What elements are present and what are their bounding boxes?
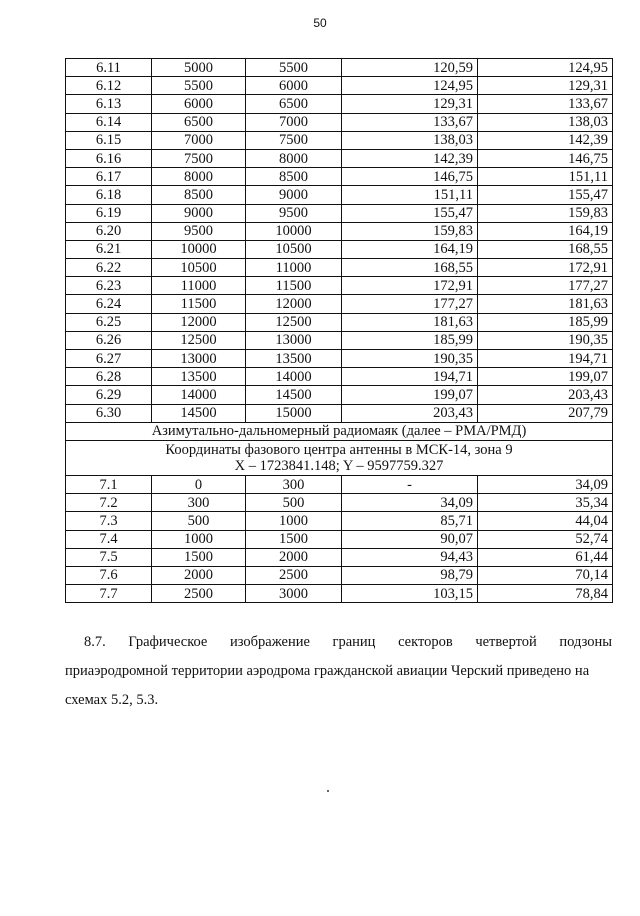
table-row — [66, 512, 613, 530]
height-from-cell: 85,71 — [342, 512, 478, 530]
distance-to-cell: 6500 — [246, 95, 342, 113]
row-number-cell: 6.17 — [66, 168, 152, 186]
distance-to-cell: 1500 — [246, 530, 342, 548]
coordinates-line-1: Координаты фазового центра антенны в МСК-14, зона 9 — [165, 441, 513, 458]
distance-to-cell: 3000 — [246, 585, 342, 603]
height-to-cell: 146,75 — [478, 149, 613, 167]
height-to-cell: 159,83 — [478, 204, 613, 222]
table-section-7-header — [66, 422, 613, 475]
row-number-cell: 6.22 — [66, 259, 152, 277]
paragraph-word: 8.7. — [84, 634, 106, 650]
height-from-cell: 203,43 — [342, 404, 478, 422]
distance-from-cell: 2500 — [152, 585, 246, 603]
table-row — [66, 368, 613, 386]
row-number-cell: 7.6 — [66, 566, 152, 584]
height-from-cell: 146,75 — [342, 168, 478, 186]
height-from-cell: 138,03 — [342, 131, 478, 149]
height-to-cell: 44,04 — [478, 512, 613, 530]
distance-from-cell: 0 — [152, 475, 246, 493]
height-to-cell: 207,79 — [478, 404, 613, 422]
row-number-cell: 6.26 — [66, 331, 152, 349]
row-number-cell: 6.13 — [66, 95, 152, 113]
distance-to-cell: 15000 — [246, 404, 342, 422]
height-from-cell: 194,71 — [342, 368, 478, 386]
scan-speck — [327, 790, 329, 792]
distance-to-cell: 10500 — [246, 240, 342, 258]
height-to-cell: 52,74 — [478, 530, 613, 548]
height-to-cell: 168,55 — [478, 240, 613, 258]
sectors-table — [65, 58, 613, 603]
table-row — [66, 95, 613, 113]
distance-to-cell: 1000 — [246, 512, 342, 530]
row-number-cell: 6.15 — [66, 131, 152, 149]
height-to-cell: 172,91 — [478, 259, 613, 277]
row-number-cell: 6.19 — [66, 204, 152, 222]
distance-from-cell: 13500 — [152, 368, 246, 386]
row-number-cell: 6.11 — [66, 59, 152, 77]
table-row — [66, 494, 613, 512]
paragraph-word: четвертой — [475, 634, 537, 650]
height-from-cell: 90,07 — [342, 530, 478, 548]
table-row — [66, 530, 613, 548]
distance-from-cell: 9000 — [152, 204, 246, 222]
row-number-cell: 6.12 — [66, 77, 152, 95]
distance-to-cell: 14500 — [246, 386, 342, 404]
distance-to-cell: 9500 — [246, 204, 342, 222]
section-heading-row — [66, 422, 613, 440]
height-from-cell: 129,31 — [342, 95, 478, 113]
distance-from-cell: 14500 — [152, 404, 246, 422]
height-to-cell: 151,11 — [478, 168, 613, 186]
coordinates-row — [66, 440, 613, 475]
height-from-cell: 185,99 — [342, 331, 478, 349]
distance-from-cell: 14000 — [152, 386, 246, 404]
table-row — [66, 168, 613, 186]
height-from-cell: 94,43 — [342, 548, 478, 566]
table-row — [66, 240, 613, 258]
height-from-cell: 159,83 — [342, 222, 478, 240]
table-row — [66, 204, 613, 222]
distance-to-cell: 11000 — [246, 259, 342, 277]
paragraph-word: подзоны — [559, 634, 612, 650]
height-from-cell: 190,35 — [342, 350, 478, 368]
height-from-cell: 124,95 — [342, 77, 478, 95]
paragraph-word: Графическое — [128, 634, 208, 650]
table-row — [66, 295, 613, 313]
height-to-cell: 185,99 — [478, 313, 613, 331]
distance-from-cell: 1000 — [152, 530, 246, 548]
distance-to-cell: 5500 — [246, 59, 342, 77]
paragraph-line-2: приаэродромной территории аэродрома гражданской авиации Черский приведено на — [65, 663, 590, 679]
distance-to-cell: 10000 — [246, 222, 342, 240]
height-to-cell: 35,34 — [478, 494, 613, 512]
paragraph-word: границ — [332, 634, 376, 650]
distance-to-cell: 2500 — [246, 566, 342, 584]
row-number-cell: 7.2 — [66, 494, 152, 512]
distance-to-cell: 13500 — [246, 350, 342, 368]
distance-to-cell: 2000 — [246, 548, 342, 566]
height-from-cell: 34,09 — [342, 494, 478, 512]
distance-to-cell: 500 — [246, 494, 342, 512]
table-row — [66, 313, 613, 331]
height-to-cell: 129,31 — [478, 77, 613, 95]
height-from-cell: 98,79 — [342, 566, 478, 584]
height-from-cell: 172,91 — [342, 277, 478, 295]
paragraph-line-3: схемах 5.2, 5.3. — [65, 692, 159, 708]
row-number-cell: 6.27 — [66, 350, 152, 368]
row-number-cell: 6.16 — [66, 149, 152, 167]
row-number-cell: 7.3 — [66, 512, 152, 530]
distance-from-cell: 7500 — [152, 149, 246, 167]
table-row — [66, 585, 613, 603]
table-row — [66, 149, 613, 167]
row-number-cell: 6.18 — [66, 186, 152, 204]
height-from-cell: 120,59 — [342, 59, 478, 77]
distance-to-cell: 12000 — [246, 295, 342, 313]
table-row — [66, 566, 613, 584]
distance-to-cell: 8500 — [246, 168, 342, 186]
table-row — [66, 386, 613, 404]
distance-from-cell: 13000 — [152, 350, 246, 368]
distance-to-cell: 9000 — [246, 186, 342, 204]
section-heading: Азимутально-дальномерный радиомаяк (далее – РМА/РМД) — [66, 422, 613, 440]
height-to-cell: 138,03 — [478, 113, 613, 131]
row-number-cell: 6.29 — [66, 386, 152, 404]
table-row — [66, 350, 613, 368]
table-row — [66, 113, 613, 131]
row-number-cell: 7.1 — [66, 475, 152, 493]
distance-from-cell: 500 — [152, 512, 246, 530]
paragraph-word: изображение — [229, 634, 310, 650]
height-from-cell: 181,63 — [342, 313, 478, 331]
height-from-cell: - — [342, 475, 478, 493]
height-from-cell: 151,11 — [342, 186, 478, 204]
coordinates-line-2: X – 1723841.148; Y – 9597759.327 — [234, 457, 444, 474]
table-row — [66, 331, 613, 349]
height-to-cell: 177,27 — [478, 277, 613, 295]
distance-from-cell: 12000 — [152, 313, 246, 331]
coordinates-cell — [66, 440, 613, 475]
height-from-cell: 155,47 — [342, 204, 478, 222]
height-from-cell: 164,19 — [342, 240, 478, 258]
height-to-cell: 133,67 — [478, 95, 613, 113]
height-to-cell: 190,35 — [478, 331, 613, 349]
paragraph-8-7 — [65, 628, 612, 715]
height-to-cell: 61,44 — [478, 548, 613, 566]
distance-to-cell: 7500 — [246, 131, 342, 149]
table-rows-section-6 — [66, 59, 613, 423]
distance-from-cell: 6000 — [152, 95, 246, 113]
distance-from-cell: 1500 — [152, 548, 246, 566]
distance-to-cell: 13000 — [246, 331, 342, 349]
row-number-cell: 6.28 — [66, 368, 152, 386]
height-from-cell: 142,39 — [342, 149, 478, 167]
page-number: 50 — [313, 16, 327, 30]
table-row — [66, 77, 613, 95]
height-from-cell: 103,15 — [342, 585, 478, 603]
row-number-cell: 6.14 — [66, 113, 152, 131]
distance-from-cell: 10500 — [152, 259, 246, 277]
height-to-cell: 203,43 — [478, 386, 613, 404]
table-rows-section-7 — [66, 475, 613, 602]
row-number-cell: 6.30 — [66, 404, 152, 422]
distance-to-cell: 6000 — [246, 77, 342, 95]
distance-to-cell: 11500 — [246, 277, 342, 295]
distance-to-cell: 12500 — [246, 313, 342, 331]
height-to-cell: 164,19 — [478, 222, 613, 240]
table-row — [66, 186, 613, 204]
distance-to-cell: 7000 — [246, 113, 342, 131]
height-to-cell: 70,14 — [478, 566, 613, 584]
distance-from-cell: 11500 — [152, 295, 246, 313]
height-to-cell: 199,07 — [478, 368, 613, 386]
distance-from-cell: 9500 — [152, 222, 246, 240]
table-row — [66, 222, 613, 240]
distance-from-cell: 8000 — [152, 168, 246, 186]
height-to-cell: 194,71 — [478, 350, 613, 368]
row-number-cell: 6.25 — [66, 313, 152, 331]
distance-to-cell: 300 — [246, 475, 342, 493]
height-from-cell: 133,67 — [342, 113, 478, 131]
table-row — [66, 475, 613, 493]
height-from-cell: 168,55 — [342, 259, 478, 277]
table-row — [66, 59, 613, 77]
distance-from-cell: 8500 — [152, 186, 246, 204]
table-row — [66, 259, 613, 277]
height-to-cell: 78,84 — [478, 585, 613, 603]
table-row — [66, 404, 613, 422]
row-number-cell: 7.5 — [66, 548, 152, 566]
distance-from-cell: 12500 — [152, 331, 246, 349]
distance-from-cell: 2000 — [152, 566, 246, 584]
paragraph-line-1 — [84, 628, 612, 657]
height-to-cell: 34,09 — [478, 475, 613, 493]
height-from-cell: 199,07 — [342, 386, 478, 404]
row-number-cell: 7.4 — [66, 530, 152, 548]
paragraph-word: секторов — [398, 634, 453, 650]
row-number-cell: 6.20 — [66, 222, 152, 240]
height-to-cell: 124,95 — [478, 59, 613, 77]
height-to-cell: 155,47 — [478, 186, 613, 204]
distance-from-cell: 10000 — [152, 240, 246, 258]
distance-from-cell: 300 — [152, 494, 246, 512]
row-number-cell: 6.24 — [66, 295, 152, 313]
height-to-cell: 142,39 — [478, 131, 613, 149]
distance-from-cell: 5000 — [152, 59, 246, 77]
height-to-cell: 181,63 — [478, 295, 613, 313]
distance-from-cell: 6500 — [152, 113, 246, 131]
row-number-cell: 7.7 — [66, 585, 152, 603]
height-from-cell: 177,27 — [342, 295, 478, 313]
table-row — [66, 131, 613, 149]
distance-from-cell: 7000 — [152, 131, 246, 149]
distance-from-cell: 11000 — [152, 277, 246, 295]
table-row — [66, 277, 613, 295]
distance-to-cell: 14000 — [246, 368, 342, 386]
distance-from-cell: 5500 — [152, 77, 246, 95]
row-number-cell: 6.23 — [66, 277, 152, 295]
row-number-cell: 6.21 — [66, 240, 152, 258]
distance-to-cell: 8000 — [246, 149, 342, 167]
table-row — [66, 548, 613, 566]
